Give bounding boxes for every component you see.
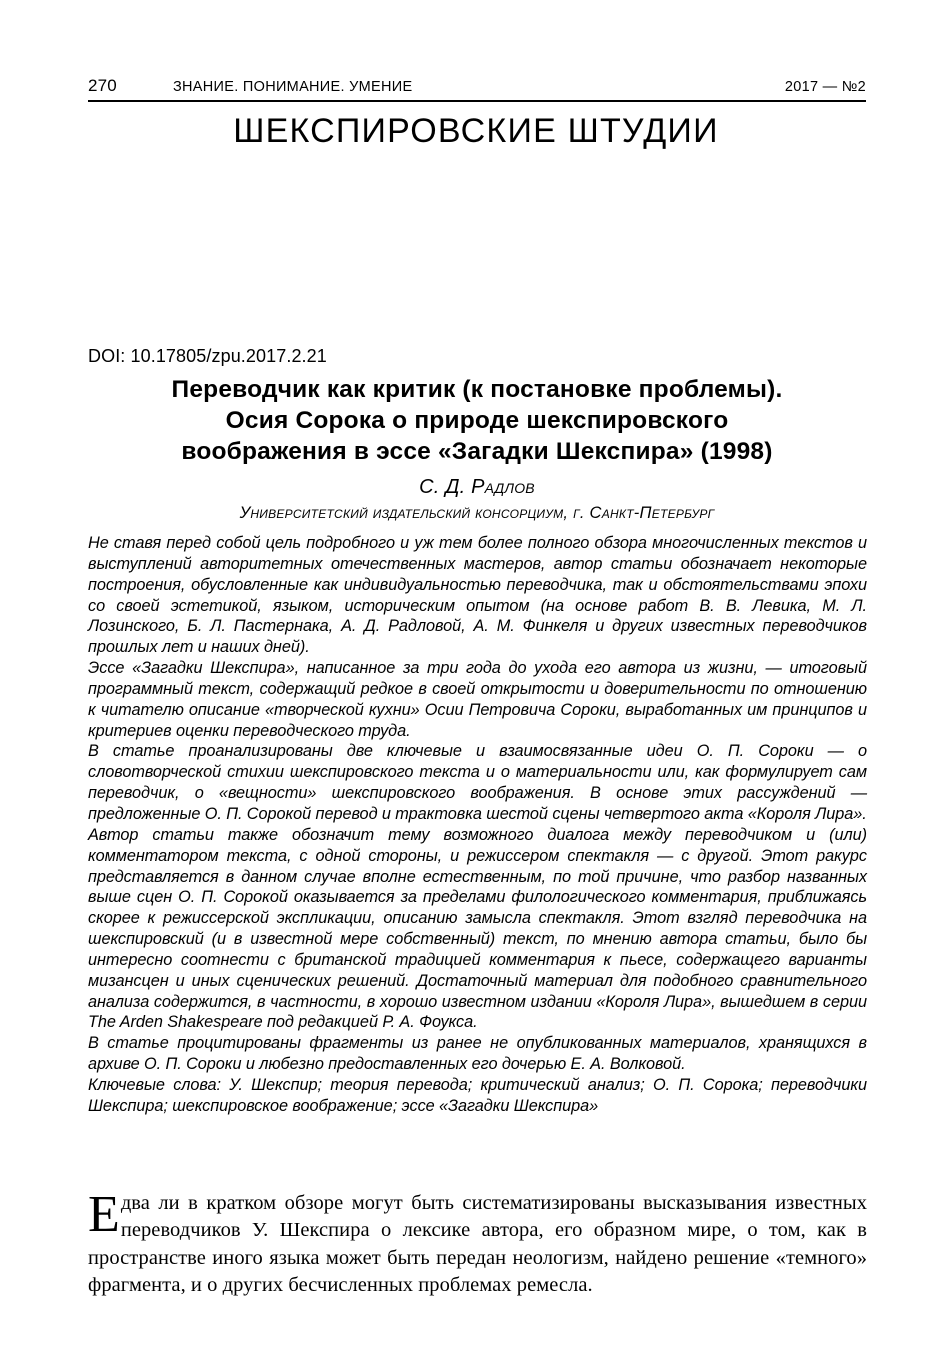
body-paragraph-text: два ли в кратком обзоре могут быть систематизированы высказывания известных переводчиков У. Шекспира о лексике автора, его образном мире, о том, как в пространстве иного языка может быть передан неологизм, найдено решение «темного» фрагмента, и о других бесчисленных проблемах ремесла. [88,1192,867,1297]
drop-cap: Е [88,1186,120,1243]
section-heading: ШЕКСПИРОВСКИЕ ШТУДИИ [233,112,719,150]
doi-label: DOI: 10.17805/zpu.2017.2.21 [88,346,327,366]
article-title-line-3: воображения в эссе «Загадки Шекспира» (1998) [181,438,773,465]
article-title-line-2: Осия Сорока о природе шекспировского [225,407,729,434]
body-paragraph-1 [88,1186,867,1300]
author-affiliation: Университетский издательский консорциум, г. Санкт-Петербург [239,504,715,522]
abstract-paragraph-4: Автор статьи также обозначит тему возможного диалога между переводчиком и (или) комментатором текста, с одной стороны, и режиссером спектакля — с другой. Этот ракурс представляется в данном случае вполне естественным, по той причине, что разбор названных выше сцен О. П. Сорокой оказывается за пределами филологического комментария, приближаясь скорее к режиссерской экспликации, описанию замысла спектакля. Этот взгляд переводчика на шекспировский (и в известной мере собственный) текст, по мнению автора статьи, было бы интересно соотнести с британской традицией комментария к пьесе, содержащего варианты мизансцен и иных сценических решений. Достаточный материал для подобного сравнительного анализа содержится, в частности, в хорошо известном издании «Короля Лира», вышедшем в серии The Arden Shakespeare под редакцией Р. А. Фоукса. [88,825,867,1032]
issue-label: 2017 — №2 [784,79,866,95]
abstract-paragraph-2: Эссе «Загадки Шекспира», написанное за три года до ухода его автора из жизни, — итоговый программный текст, содержащий редкое в своей открытости и доверительности по отношению к читателю описание «творческой кухни» Осии Петровича Сороки, выработанных им принципов и критериев оценки переводческого труда. [88,659,867,740]
running-head [88,76,866,102]
abstract-paragraph-5: В статье процитированы фрагменты из ранее не опубликованных материалов, хранящихся в архиве О. П. Сороки и любезно предоставленных его дочерью Е. А. Волковой. [88,1034,867,1074]
abstract-block [88,533,867,1117]
article-title-line-1: Переводчик как критик (к постановке проблемы). [171,376,783,403]
header-divider [88,100,866,102]
page-number: 270 [88,76,117,95]
abstract-paragraph-1: Не ставя перед собой цель подробного и уж тем более полного обзора многочисленных текстов и выступлений авторитетных отечественных мастеров, автор статьи обозначает некоторые построения, обусловленные как индивидуальностью переводчика, так и обстоятельствами эпохи со своей эстетикой, языком, историческим опытом (на основе работ В. В. Левика, М. Л. Лозинского, Б. Л. Пастернака, А. Д. Радловой, А. М. Финкеля и других известных переводчиков прошлых лет и наших дней). [88,534,867,657]
author-name: С. Д. Радлов [419,476,535,498]
body-text-block [88,1186,867,1300]
journal-name: ЗНАНИЕ. ПОНИМАНИЕ. УМЕНИЕ [172,79,413,95]
keywords-paragraph: Ключевые слова: У. Шекспир; теория перевода; критический анализ; О. П. Сорока; переводчики Шекспира; шекспировское воображение; эссе «Загадки Шекспира» [88,1075,867,1115]
article-title [88,374,866,467]
abstract-paragraph-3: В статье проанализированы две ключевые и взаимосвязанные идеи О. П. Сороки — о словотворческой стихии шекспировского текста и о материальности или, как формулирует сам переводчик, о «вещности» шекспировского воображения. В основе этих рассуждений — предложенные О. П. Сорокой перевод и трактовка шестой сцены четвертого акта «Короля Лира». [88,742,867,823]
